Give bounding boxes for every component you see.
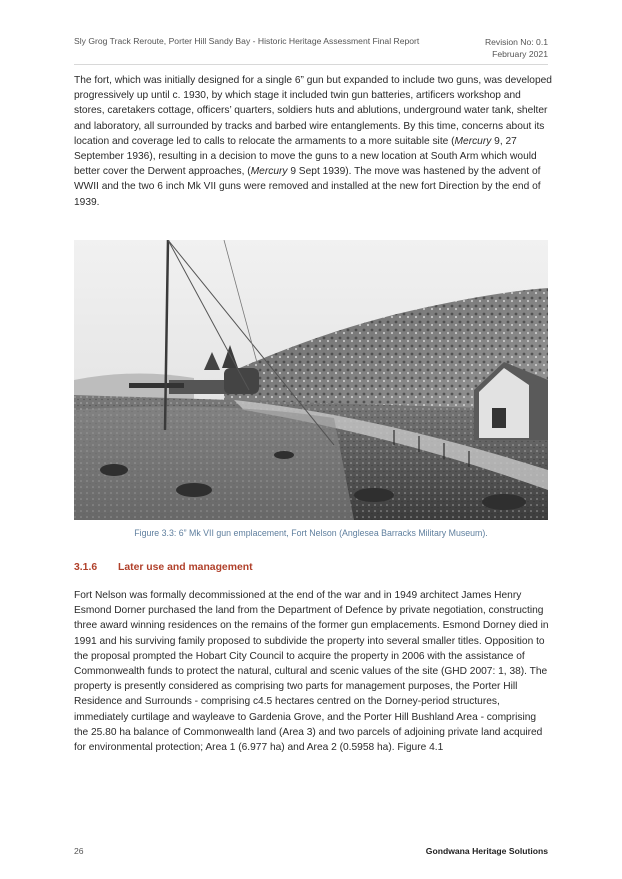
page-number: 26 xyxy=(74,846,84,856)
header-title: Sly Grog Track Reroute, Porter Hill Sandy Bay - Historic Heritage Assessment Final Report xyxy=(74,36,420,46)
header-revision-block xyxy=(485,36,548,60)
section-number: 3.1.6 xyxy=(74,562,98,573)
para1-text-3: 9 Sept 1939). The move was hastened by the advent of WWII and the two 6 inch Mk VII guns were removed and installed at the new fort Direction by the end of 1939. xyxy=(74,166,541,208)
para2-text: Fort Nelson was formally decommissioned at the end of the war and in 1949 architect James Henry Esmond Dorner purchased the land from the Department of Defence by private negotiation, constructing three award winning residences on the remains of the former gun emplacements. Esmond Dorney died in 1991 and his surviving family proposed to subdivide the property into several smaller titles. Opposition to the proposal prompted the Hobart City Council to acquire the property in 2006 with the assistance of Commonwealth funds to protect the natural, cultural and scenic values of the site (GHD 2007: 1, 38). The property is presently considered as comprising two parts for management purposes, the Porter Hill Residence and Surrounds - comprising c4.5 hectares centred on the Dorney-period structures, immediately curtilage and wayleave to Gardenia Grove, and the Porter Hill Bushland Area - comprising the 25.80 ha balance of Commonwealth land (Area 3) and two parcels of adjoining private land acquired for environmental protection; Area 1 (6.977 ha) and Area 2 (0.5958 ha). xyxy=(74,590,549,754)
figure-reference-link[interactable]: Figure 4.1 xyxy=(397,742,444,754)
header-divider xyxy=(74,64,548,65)
para1-text-1: The fort, which was initially designed for a single 6” gun but expanded to include two guns, was developed progressively up until c. 1930, by which stage it included twin gun batteries, artificers workshop and stores, caretakers cottage, officers’ quarters, soldiers huts and ablutions, underground water tank, shelter and laboratory, all surrounded by tracks and barbed wire entanglements. By this time, concerns about its location and coverage led to calls to relocate the armaments to a more suitable site ( xyxy=(74,75,552,147)
footer-organisation: Gondwana Heritage Solutions xyxy=(425,846,548,856)
section-title: Later use and management xyxy=(118,562,253,573)
photo-illustration xyxy=(74,240,548,520)
para1-mercury-1: Mercury xyxy=(454,135,492,147)
header-revision: Revision No: 0.1 xyxy=(484,37,548,47)
gun-emplacement-photo xyxy=(74,240,548,520)
paragraph-fort-history xyxy=(74,73,552,210)
para1-text-2: 9, 27 September 1936), resulting in a decision to move the guns to a new location at South Arm which would better cover the Derwent approaches, ( xyxy=(74,135,537,178)
header-date: February 2021 xyxy=(492,49,548,59)
para1-mercury-2: Mercury xyxy=(250,166,288,178)
section-heading xyxy=(74,562,253,573)
paragraph-later-use xyxy=(74,588,552,755)
figure-caption: Figure 3.3: 6” Mk VII gun emplacement, Fort Nelson (Anglesea Barracks Military Museum). xyxy=(134,528,488,538)
